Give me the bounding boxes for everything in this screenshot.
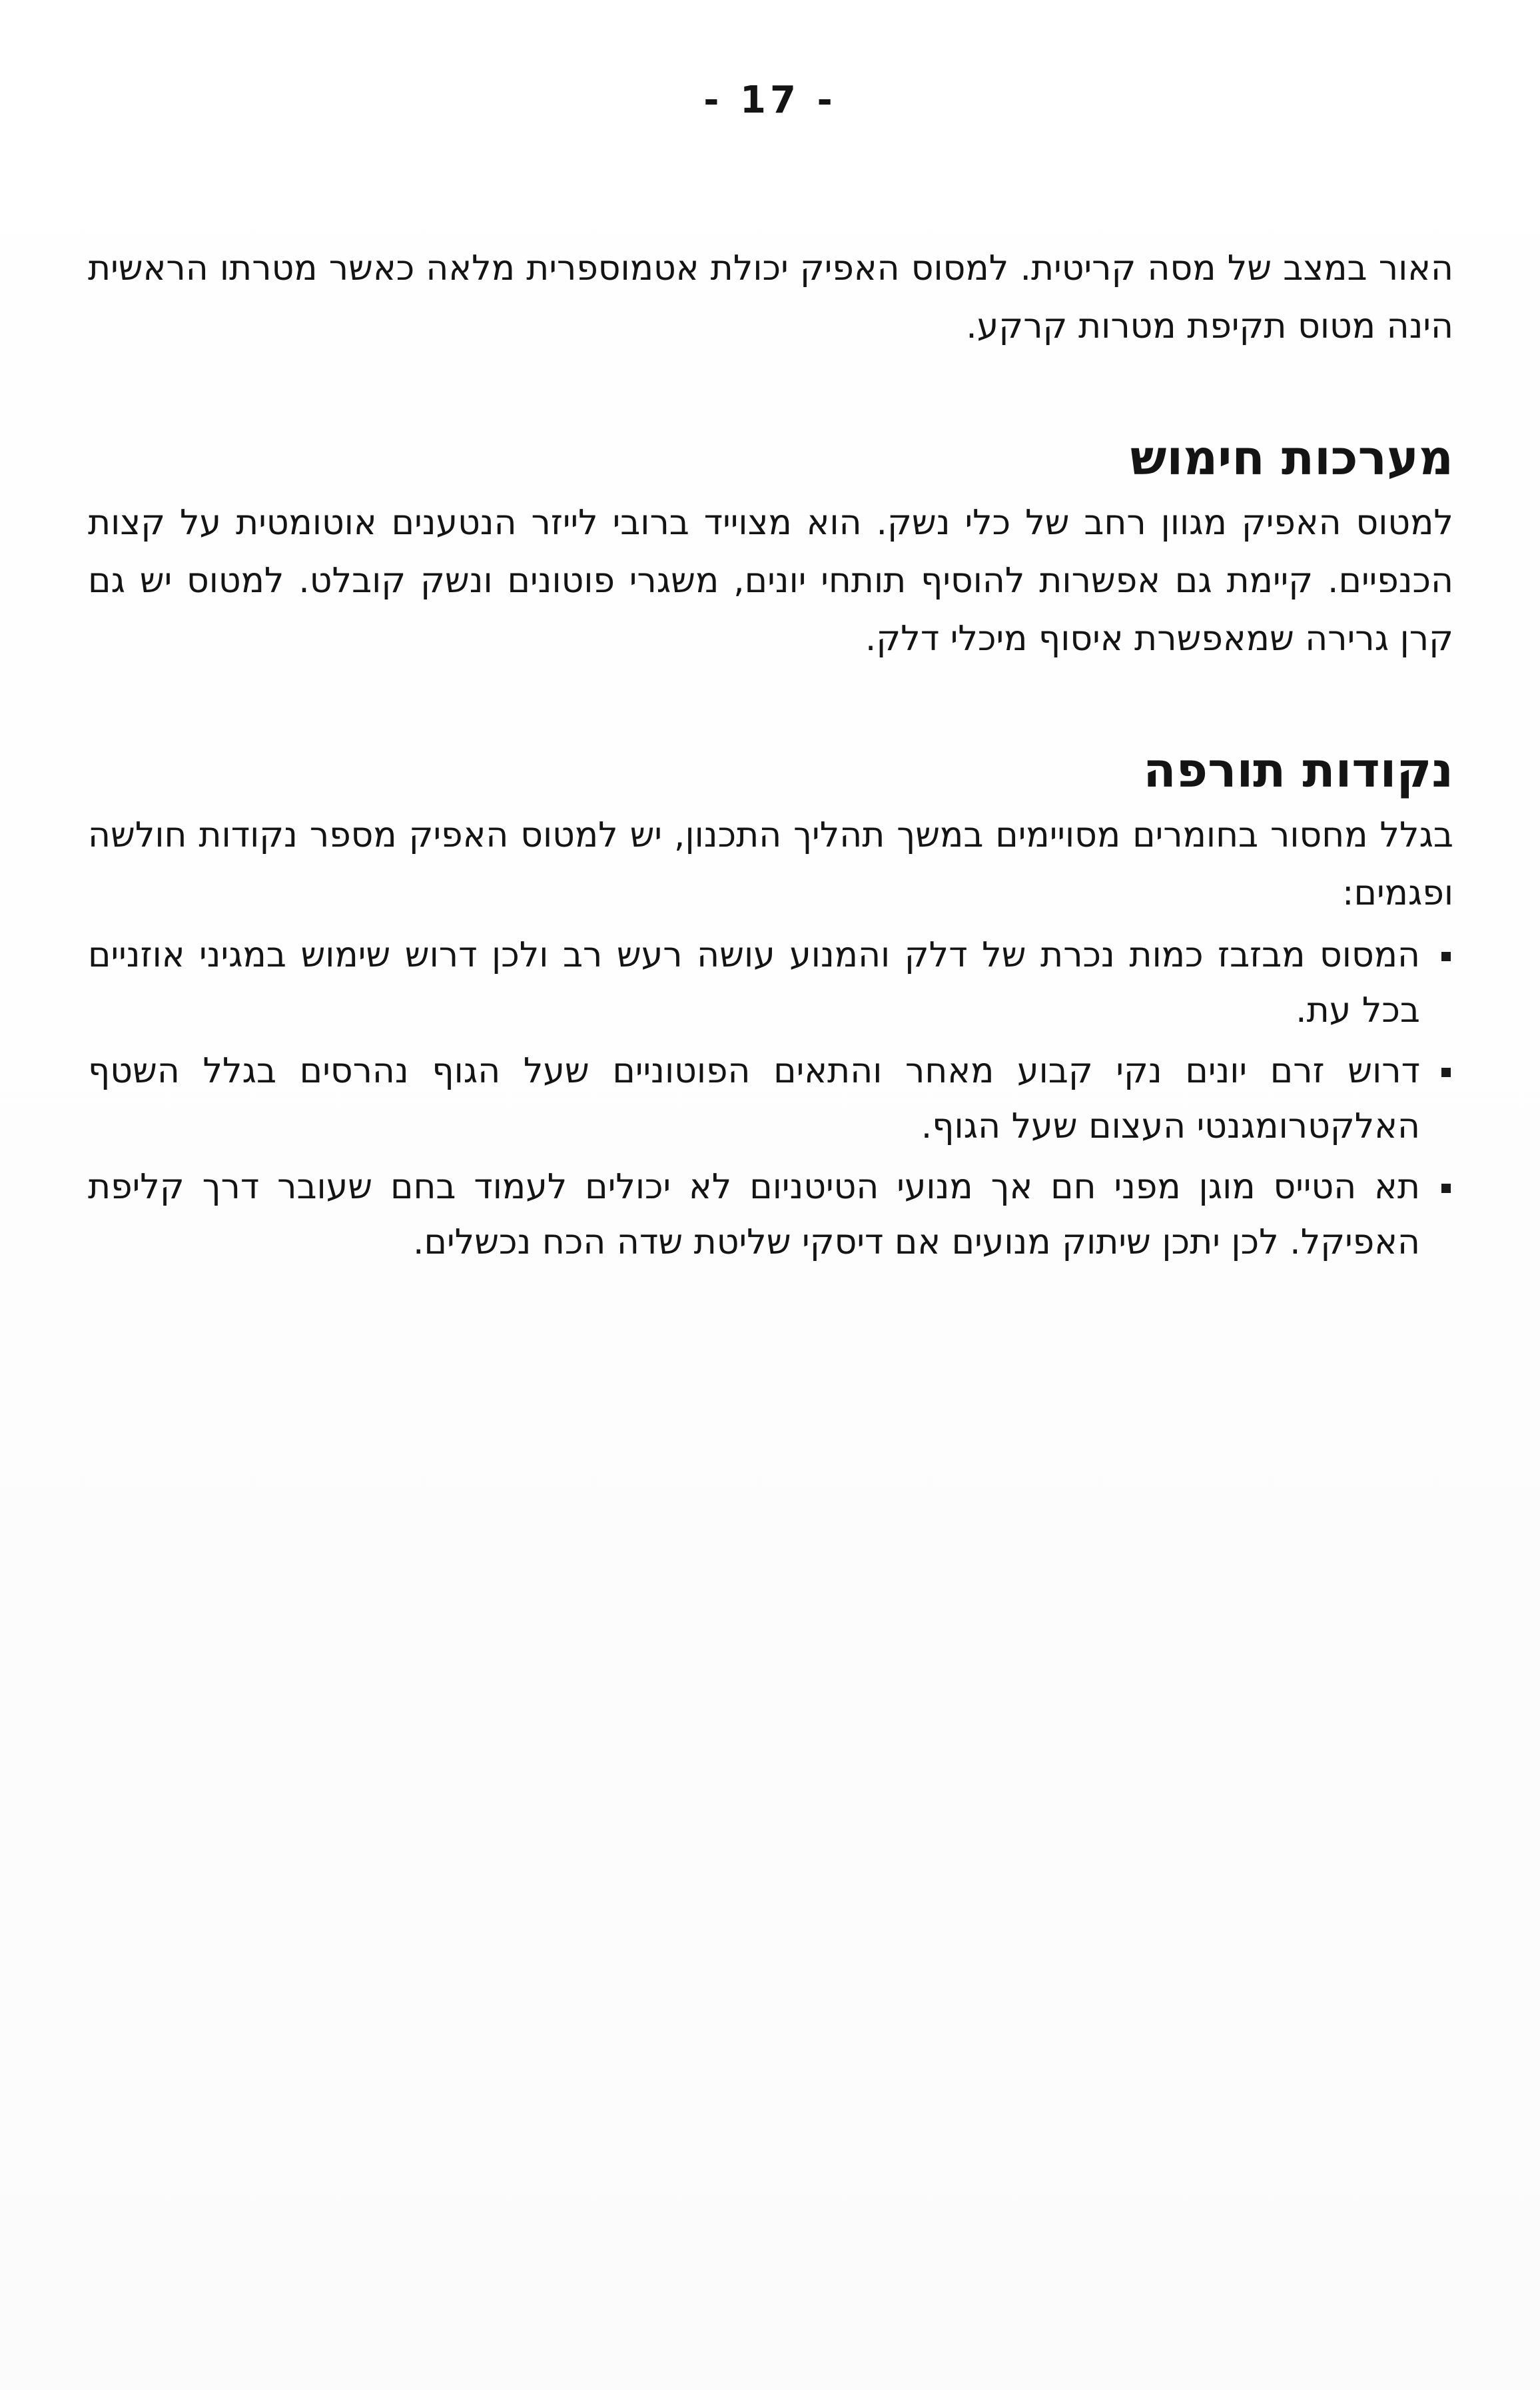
weaknesses-paragraph: בגלל מחסור בחומרים מסויימים במשך תהליך התכנון, יש למטוס האפיק מספר נקודות חולשה ופגמים: [88, 815, 1453, 913]
section-title-weapons: מערכות חימוש [1130, 430, 1453, 486]
list-item [88, 1044, 1453, 1154]
list-item [88, 1160, 1453, 1270]
list-item [88, 928, 1453, 1038]
weapons-paragraph: למטוס האפיק מגוון רחב של כלי נשק. הוא מצוייד ברובי לייזר הנטענים אוטומטית על קצות הכנפיים. קיימת גם אפשרות להוסיף תותחי יונים, משגרי פוטונים ונשק קובלט. למטוס יש גם קרן גרירה שמאפשרת איסוף מיכלי דלק. [88, 503, 1453, 659]
list-item-text: דרוש זרם יונים נקי קבוע מאחר והתאים הפוטוניים שעל הגוף נהרסים בגלל השטף האלקטרומגנטי העצום שעל הגוף. [88, 1051, 1420, 1146]
section-title-weaknesses: נקודות תורפה [1143, 742, 1453, 798]
list-item-text: תא הטייס מוגן מפני חם אך מנועי הטיטניום לא יכולים לעמוד בחם שעובר דרך קליפת האפיקל. לכן יתכן שיתוק מנועים אם דיסקי שליטת שדה הכח נכשלים. [88, 1167, 1420, 1262]
list-item-text: המסוס מבזבז כמות נכרת של דלק והמנוע עושה רעש רב ולכן דרוש שימוש במגיני אוזניים בכל עת. [88, 935, 1420, 1030]
square-bullet-icon [1441, 1184, 1451, 1193]
page-content [88, 240, 1453, 1270]
square-bullet-icon [1441, 952, 1451, 961]
intro-paragraph: האור במצב של מסה קריטית. למסוס האפיק יכולת אטמוספרית מלאה כאשר מטרתו הראשית הינה מטוס תקיפת מטרות קרקע. [88, 248, 1453, 346]
page-number: - 17 - [703, 79, 837, 122]
square-bullet-icon [1441, 1068, 1451, 1077]
weakness-list [88, 928, 1453, 1270]
